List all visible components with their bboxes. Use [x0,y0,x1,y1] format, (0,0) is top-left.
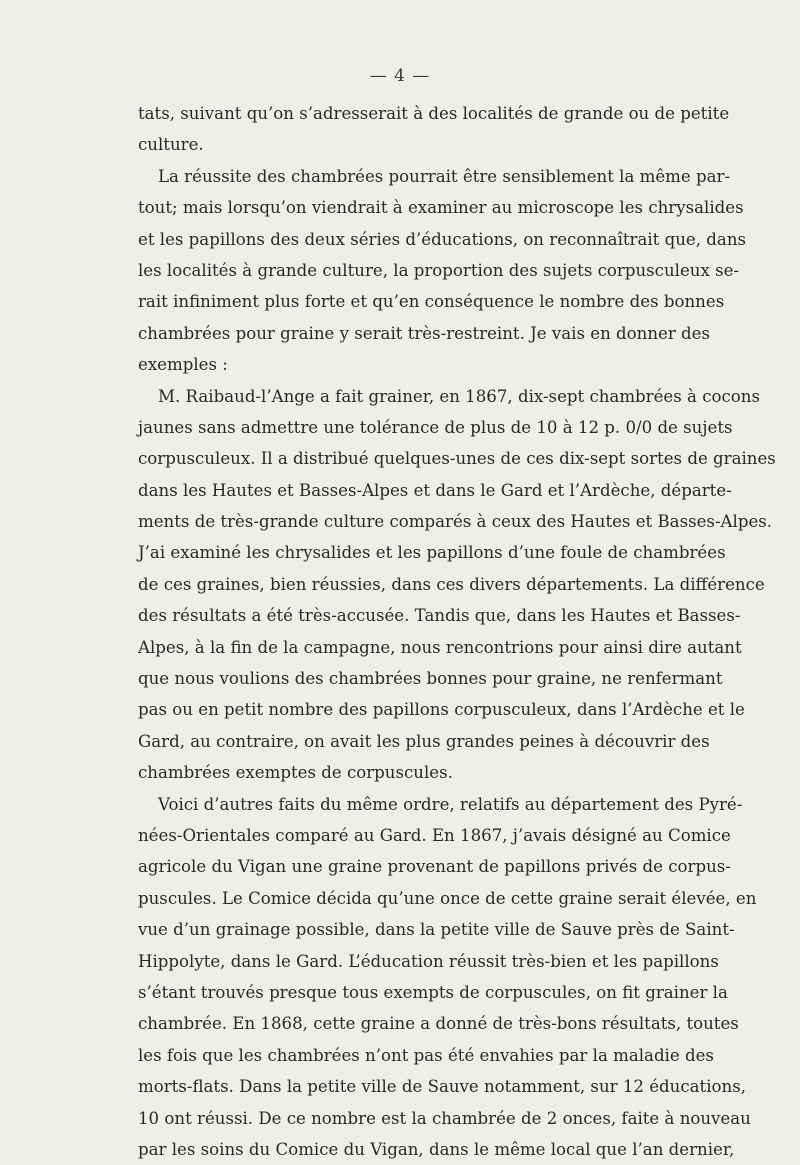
text-line: nées-Orientales comparé au Gard. En 1867, j’avais désigné au Comice [138,825,731,845]
text-line: tout; mais lorsqu’on viendrait à examiner au microscope les chrysalides [138,198,744,218]
body-text [138,98,776,1165]
text-line: chambrées exemptes de corpuscules. [138,763,453,783]
text-line: 10 ont réussi. De ce nombre est la chambrée de 2 onces, faite à nouveau [138,1108,751,1128]
text-line: et les papillons des deux séries d’éducations, on reconnaîtrait que, dans [138,229,747,249]
text-line: jaunes sans admettre une tolérance de plus de 10 à 12 p. 0/0 de sujets [138,417,733,437]
text-line: M. Raibaud-l’Ange a fait grainer, en 1867, dix-sept chambrées à cocons [158,386,760,406]
text-line: rait infiniment plus forte et qu’en conséquence le nombre des bonnes [138,292,725,312]
text-line: puscules. Le Comice décida qu’une once de cette graine serait élevée, en [138,888,757,908]
page-number: — 4 — [369,66,431,86]
text-line: exemples : [138,355,228,375]
text-line: que nous voulions des chambrées bonnes pour graine, ne renfermant [138,669,723,689]
text-line: Gard, au contraire, on avait les plus grandes peines à découvrir des [138,731,710,751]
text-line: La réussite des chambrées pourrait être sensiblement la même par- [158,166,731,186]
text-line: par les soins du Comice du Vigan, dans le même local que l’an dernier, [138,1139,735,1159]
text-line: des résultats a été très-accusée. Tandis que, dans les Hautes et Basses- [138,606,741,626]
text-line: J’ai examiné les chrysalides et les papillons d’une foule de chambrées [138,543,726,563]
text-line: Voici d’autres faits du même ordre, relatifs au département des Pyré- [158,794,743,814]
text-line: pas ou en petit nombre des papillons corpusculeux, dans l’Ardèche et le [138,700,745,720]
text-line: Hippolyte, dans le Gard. L’éducation réussit très-bien et les papillons [138,951,719,971]
text-line: morts-flats. Dans la petite ville de Sauve notamment, sur 12 éducations, [138,1077,746,1097]
text-line: corpusculeux. Il a distribué quelques-unes de ces dix-sept sortes de graines [138,449,776,469]
text-line: dans les Hautes et Basses-Alpes et dans le Gard et l’Ardèche, départe- [138,480,732,500]
text-line: les fois que les chambrées n’ont pas été envahies par la maladie des [138,1045,714,1065]
text-line: chambrée. En 1868, cette graine a donné de très-bons résultats, toutes [138,1014,739,1034]
text-line: ments de très-grande culture comparés à ceux des Hautes et Basses-Alpes. [138,512,773,532]
text-line: agricole du Vigan une graine provenant de papillons privés de corpus- [138,857,731,877]
text-line: chambrées pour graine y serait très-restreint. Je vais en donner des [138,323,711,343]
text-line: culture. [138,135,204,155]
text-line: vue d’un grainage possible, dans la petite ville de Sauve près de Saint- [138,920,735,940]
text-line: tats, suivant qu’on s’adresserait à des localités de grande ou de petite [138,104,730,123]
text-line: les localités à grande culture, la proportion des sujets corpusculeux se- [138,260,740,280]
text-line: s’étant trouvés presque tous exempts de corpuscules, on fit grainer la [138,982,728,1002]
text-line: Alpes, à la fin de la campagne, nous rencontrions pour ainsi dire autant [138,637,742,657]
text-line: de ces graines, bien réussies, dans ces divers départements. La différence [138,574,765,594]
